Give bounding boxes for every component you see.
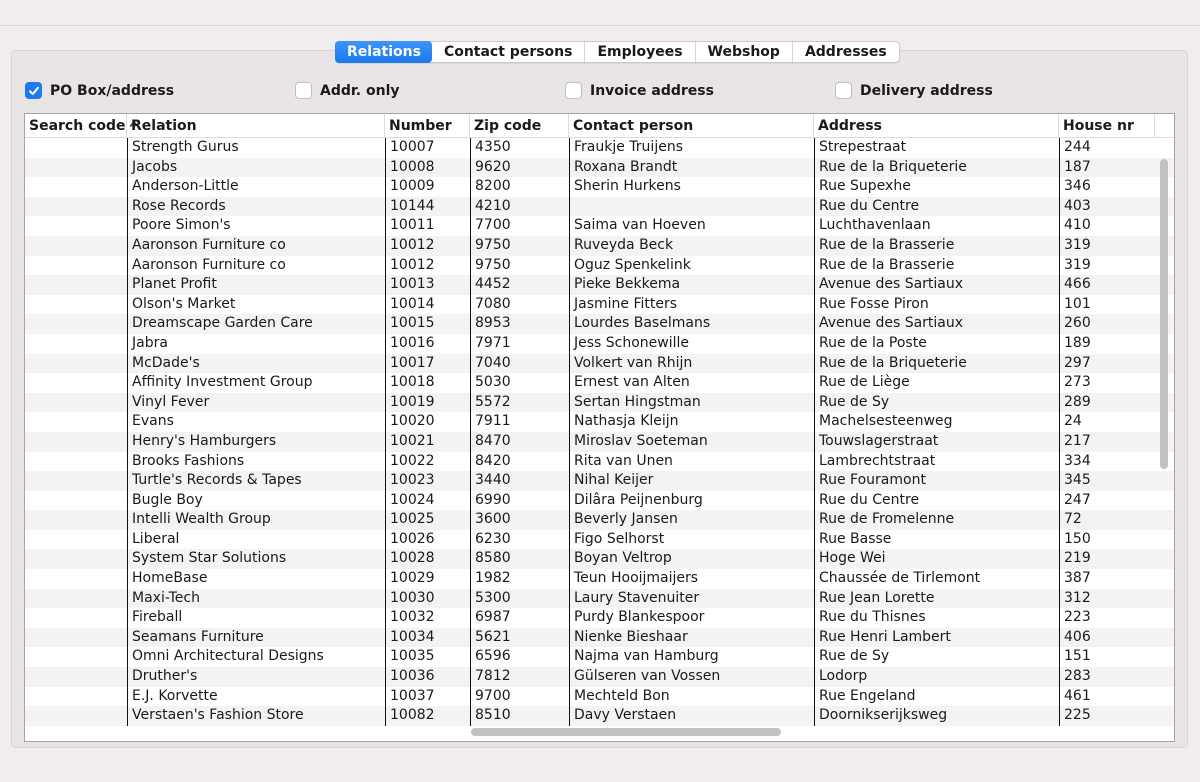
number-cell: 10008: [385, 158, 470, 178]
house-nr-cell: 297: [1059, 354, 1155, 374]
address-cell: Avenue des Sartiaux: [814, 275, 1059, 295]
contact-person-cell: Fraukje Truijens: [569, 138, 814, 158]
search-code-cell: [25, 471, 127, 491]
address-cell: Rue Basse: [814, 530, 1059, 550]
zip-code-cell: 9620: [470, 158, 569, 178]
number-cell: 10030: [385, 589, 470, 609]
address-cell: Doornikserijksweg: [814, 706, 1059, 726]
search-code-cell: [25, 687, 127, 707]
relation-cell: Rose Records: [127, 197, 385, 217]
delivery-address-label: Delivery address: [860, 82, 993, 99]
house-nr-cell: 273: [1059, 373, 1155, 393]
table-row[interactable]: [25, 256, 1174, 276]
zip-code-cell: 7040: [470, 354, 569, 374]
table-row[interactable]: [25, 471, 1174, 491]
zip-code-cell: 8510: [470, 706, 569, 726]
contact-person-cell: Boyan Veltrop: [569, 549, 814, 569]
address-cell: Rue de la Briqueterie: [814, 354, 1059, 374]
table-row[interactable]: [25, 628, 1174, 648]
table-row[interactable]: [25, 706, 1174, 726]
search-code-cell: [25, 158, 127, 178]
house-nr-cell: 24: [1059, 412, 1155, 432]
contact-person-cell: Pieke Bekkema: [569, 275, 814, 295]
search-code-cell: [25, 138, 127, 158]
contact-person-cell: Figo Selhorst: [569, 530, 814, 550]
number-cell: 10025: [385, 510, 470, 530]
house-nr-cell: 283: [1059, 667, 1155, 687]
search-code-cell: [25, 295, 127, 315]
table-row[interactable]: [25, 491, 1174, 511]
zip-code-cell: 7080: [470, 295, 569, 315]
search-code-cell: [25, 236, 127, 256]
house-nr-cell: 150: [1059, 530, 1155, 550]
contact-person-cell: Nihal Keijer: [569, 471, 814, 491]
table-row[interactable]: [25, 432, 1174, 452]
house-nr-cell: 319: [1059, 256, 1155, 276]
contact-person-cell: Roxana Brandt: [569, 158, 814, 178]
column-header-number[interactable]: Number: [385, 114, 470, 138]
house-nr-cell: 403: [1059, 197, 1155, 217]
relation-cell: Druther's: [127, 667, 385, 687]
address-cell: Lodorp: [814, 667, 1059, 687]
toolbar-divider: [0, 25, 1200, 26]
table-row[interactable]: [25, 177, 1174, 197]
horizontal-scrollbar[interactable]: [471, 728, 781, 736]
zip-code-cell: 9750: [470, 256, 569, 276]
address-cell: Rue Supexhe: [814, 177, 1059, 197]
address-cell: Avenue des Sartiaux: [814, 314, 1059, 334]
house-nr-cell: 225: [1059, 706, 1155, 726]
address-cell: Rue de Sy: [814, 647, 1059, 667]
search-code-cell: [25, 334, 127, 354]
checkbox-checked-icon[interactable]: [25, 82, 42, 99]
house-nr-cell: 346: [1059, 177, 1155, 197]
relation-cell: Aaronson Furniture co: [127, 256, 385, 276]
zip-code-cell: 8420: [470, 452, 569, 472]
house-nr-cell: 410: [1059, 216, 1155, 236]
zip-code-cell: 7911: [470, 412, 569, 432]
number-cell: 10014: [385, 295, 470, 315]
house-nr-cell: 260: [1059, 314, 1155, 334]
search-code-cell: [25, 197, 127, 217]
house-nr-cell: 72: [1059, 510, 1155, 530]
search-code-cell: [25, 530, 127, 550]
address-cell: Rue de la Brasserie: [814, 256, 1059, 276]
number-cell: 10013: [385, 275, 470, 295]
address-cell: Machelsesteenweg: [814, 412, 1059, 432]
relation-cell: Aaronson Furniture co: [127, 236, 385, 256]
number-cell: 10018: [385, 373, 470, 393]
house-nr-cell: 217: [1059, 432, 1155, 452]
house-nr-cell: 319: [1059, 236, 1155, 256]
addr-only-checkbox[interactable]: [295, 82, 400, 99]
search-code-cell: [25, 452, 127, 472]
relation-cell: Maxi-Tech: [127, 589, 385, 609]
house-nr-cell: 466: [1059, 275, 1155, 295]
address-cell: Rue Fosse Piron: [814, 295, 1059, 315]
table-row[interactable]: [25, 295, 1174, 315]
address-cell: Rue de Liège: [814, 373, 1059, 393]
table-row[interactable]: [25, 530, 1174, 550]
zip-code-cell: 6230: [470, 530, 569, 550]
relation-cell: Fireball: [127, 608, 385, 628]
relation-cell: Intelli Wealth Group: [127, 510, 385, 530]
relation-cell: Dreamscape Garden Care: [127, 314, 385, 334]
address-cell: Rue de Sy: [814, 393, 1059, 413]
table-row[interactable]: [25, 138, 1174, 158]
search-code-cell: [25, 354, 127, 374]
table-row[interactable]: [25, 334, 1174, 354]
address-cell: Rue du Centre: [814, 491, 1059, 511]
contact-person-cell: Rita van Unen: [569, 452, 814, 472]
zip-code-cell: 8200: [470, 177, 569, 197]
table-row[interactable]: [25, 667, 1174, 687]
number-cell: 10020: [385, 412, 470, 432]
zip-code-cell: 4210: [470, 197, 569, 217]
contact-person-cell: [569, 197, 814, 217]
relation-cell: Anderson-Little: [127, 177, 385, 197]
search-code-cell: [25, 177, 127, 197]
tab-bar: [335, 41, 900, 63]
contact-person-cell: Volkert van Rhijn: [569, 354, 814, 374]
zip-code-cell: 3600: [470, 510, 569, 530]
number-cell: 10007: [385, 138, 470, 158]
number-cell: 10023: [385, 471, 470, 491]
house-nr-cell: 387: [1059, 569, 1155, 589]
number-cell: 10009: [385, 177, 470, 197]
table-header: [25, 114, 1174, 138]
search-code-cell: [25, 491, 127, 511]
address-cell: Rue Fouramont: [814, 471, 1059, 491]
contact-person-cell: Dilâra Peijnenburg: [569, 491, 814, 511]
zip-code-cell: 3440: [470, 471, 569, 491]
address-cell: Rue de Fromelenne: [814, 510, 1059, 530]
relation-cell: Jacobs: [127, 158, 385, 178]
address-cell: Luchthavenlaan: [814, 216, 1059, 236]
contact-person-cell: Purdy Blankespoor: [569, 608, 814, 628]
house-nr-cell: 406: [1059, 628, 1155, 648]
number-cell: 10026: [385, 530, 470, 550]
contact-person-cell: Jess Schonewille: [569, 334, 814, 354]
search-code-cell: [25, 647, 127, 667]
tab-addresses[interactable]: Addresses: [804, 44, 887, 60]
table-row[interactable]: [25, 236, 1174, 256]
relation-cell: Affinity Investment Group: [127, 373, 385, 393]
column-header-relation[interactable]: Relation: [127, 114, 385, 138]
number-cell: 10082: [385, 706, 470, 726]
po-box-address-checkbox[interactable]: [25, 82, 174, 99]
search-code-cell: [25, 706, 127, 726]
column-header-house-nr[interactable]: House nr: [1059, 114, 1155, 138]
zip-code-cell: 7812: [470, 667, 569, 687]
contact-person-cell: Beverly Jansen: [569, 510, 814, 530]
house-nr-cell: 461: [1059, 687, 1155, 707]
contact-person-cell: Sherin Hurkens: [569, 177, 814, 197]
contact-person-cell: Nienke Bieshaar: [569, 628, 814, 648]
number-cell: 10011: [385, 216, 470, 236]
number-cell: 10144: [385, 197, 470, 217]
house-nr-cell: 345: [1059, 471, 1155, 491]
table-row[interactable]: [25, 569, 1174, 589]
table-row[interactable]: [25, 216, 1174, 236]
checkbox-unchecked-icon[interactable]: [295, 82, 312, 99]
contact-person-cell: Nathasja Kleijn: [569, 412, 814, 432]
address-cell: Rue de la Briqueterie: [814, 158, 1059, 178]
relation-cell: Liberal: [127, 530, 385, 550]
vertical-scrollbar[interactable]: [1160, 159, 1168, 469]
relation-cell: Poore Simon's: [127, 216, 385, 236]
tab-employees[interactable]: Employees: [585, 42, 695, 62]
table-row[interactable]: [25, 510, 1174, 530]
po-box-address-label: PO Box/address: [50, 82, 175, 99]
number-cell: 10015: [385, 314, 470, 334]
zip-code-cell: 6987: [470, 608, 569, 628]
table-row[interactable]: [25, 314, 1174, 334]
checkbox-unchecked-icon[interactable]: [565, 82, 582, 99]
column-header-search-code[interactable]: [25, 114, 127, 138]
zip-code-cell: 5030: [470, 373, 569, 393]
tab-contact-persons[interactable]: Contact persons: [432, 42, 586, 62]
table-row[interactable]: [25, 412, 1174, 432]
number-cell: 10028: [385, 549, 470, 569]
relation-cell: Vinyl Fever: [127, 393, 385, 413]
relation-cell: Brooks Fashions: [127, 452, 385, 472]
contact-person-cell: Miroslav Soeteman: [569, 432, 814, 452]
relation-cell: System Star Solutions: [127, 549, 385, 569]
table-body: [25, 138, 1174, 726]
number-cell: 10035: [385, 647, 470, 667]
relation-cell: HomeBase: [127, 569, 385, 589]
address-cell: Touwslagerstraat: [814, 432, 1059, 452]
contact-person-cell: Gülseren van Vossen: [569, 667, 814, 687]
house-nr-cell: 219: [1059, 549, 1155, 569]
search-code-cell: [25, 608, 127, 628]
contact-person-cell: Laury Stavenuiter: [569, 589, 814, 609]
number-cell: 10022: [385, 452, 470, 472]
checkbox-unchecked-icon[interactable]: [835, 82, 852, 99]
search-code-cell: [25, 256, 127, 276]
search-code-cell: [25, 549, 127, 569]
contact-person-cell: Mechteld Bon: [569, 687, 814, 707]
search-code-cell: [25, 432, 127, 452]
search-code-cell: [25, 275, 127, 295]
zip-code-cell: 8470: [470, 432, 569, 452]
address-cell: Rue de la Brasserie: [814, 236, 1059, 256]
address-cell: Rue de la Poste: [814, 334, 1059, 354]
relation-cell: Bugle Boy: [127, 491, 385, 511]
table-row[interactable]: [25, 393, 1174, 413]
zip-code-cell: 9750: [470, 236, 569, 256]
contact-person-cell: Teun Hooijmaijers: [569, 569, 814, 589]
table-row[interactable]: [25, 589, 1174, 609]
table-row[interactable]: [25, 647, 1174, 667]
contact-person-cell: Oguz Spenkelink: [569, 256, 814, 276]
house-nr-cell: 151: [1059, 647, 1155, 667]
column-header-zip-code[interactable]: Zip code: [470, 114, 569, 138]
invoice-address-checkbox[interactable]: [565, 82, 714, 99]
contact-person-cell: Lourdes Baselmans: [569, 314, 814, 334]
relation-cell: McDade's: [127, 354, 385, 374]
search-code-cell: [25, 216, 127, 236]
relation-cell: E.J. Korvette: [127, 687, 385, 707]
house-nr-cell: 247: [1059, 491, 1155, 511]
column-header-address[interactable]: Address: [814, 114, 1059, 138]
address-cell: Lambrechtstraat: [814, 452, 1059, 472]
zip-code-cell: 7700: [470, 216, 569, 236]
relation-cell: Strength Gurus: [127, 138, 385, 158]
address-cell: Rue du Centre: [814, 197, 1059, 217]
number-cell: 10017: [385, 354, 470, 374]
search-code-cell: [25, 667, 127, 687]
house-nr-cell: 187: [1059, 158, 1155, 178]
number-cell: 10024: [385, 491, 470, 511]
address-cell: Rue Engeland: [814, 687, 1059, 707]
relation-cell: Planet Profit: [127, 275, 385, 295]
relation-cell: Turtle's Records & Tapes: [127, 471, 385, 491]
zip-code-cell: 9700: [470, 687, 569, 707]
zip-code-cell: 8953: [470, 314, 569, 334]
address-cell: Rue Jean Lorette: [814, 589, 1059, 609]
table-row[interactable]: [25, 158, 1174, 178]
tab-webshop[interactable]: Webshop: [696, 42, 793, 62]
house-nr-cell: 244: [1059, 138, 1155, 158]
number-cell: 10034: [385, 628, 470, 648]
house-nr-cell: 101: [1059, 295, 1155, 315]
address-cell: Rue Henri Lambert: [814, 628, 1059, 648]
table-row[interactable]: [25, 452, 1174, 472]
zip-code-cell: 6990: [470, 491, 569, 511]
invoice-address-label: Invoice address: [590, 82, 714, 99]
house-nr-cell: 334: [1059, 452, 1155, 472]
table-row[interactable]: [25, 549, 1174, 569]
table-row[interactable]: [25, 687, 1174, 707]
contact-person-cell: Ruveyda Beck: [569, 236, 814, 256]
number-cell: 10019: [385, 393, 470, 413]
address-cell: Hoge Wei: [814, 549, 1059, 569]
relation-cell: Henry's Hamburgers: [127, 432, 385, 452]
address-cell: Rue du Thisnes: [814, 608, 1059, 628]
zip-code-cell: 4452: [470, 275, 569, 295]
house-nr-cell: 189: [1059, 334, 1155, 354]
search-code-cell: [25, 314, 127, 334]
table-row[interactable]: [25, 608, 1174, 628]
zip-code-cell: 5621: [470, 628, 569, 648]
contact-person-cell: Saima van Hoeven: [569, 216, 814, 236]
delivery-address-checkbox[interactable]: [835, 82, 993, 99]
search-code-cell: [25, 373, 127, 393]
relations-table: [24, 113, 1175, 742]
column-header-contact-person[interactable]: Contact person: [569, 114, 814, 138]
number-cell: 10016: [385, 334, 470, 354]
contact-person-cell: Ernest van Alten: [569, 373, 814, 393]
contact-person-cell: Sertan Hingstman: [569, 393, 814, 413]
number-cell: 10012: [385, 236, 470, 256]
contact-person-cell: Davy Verstaen: [569, 706, 814, 726]
zip-code-cell: 8580: [470, 549, 569, 569]
relation-cell: Jabra: [127, 334, 385, 354]
zip-code-cell: 5572: [470, 393, 569, 413]
relation-cell: Verstaen's Fashion Store: [127, 706, 385, 726]
table-row[interactable]: [25, 373, 1174, 393]
number-cell: 10032: [385, 608, 470, 628]
number-cell: 10037: [385, 687, 470, 707]
tab-relations[interactable]: Relations: [335, 41, 432, 63]
house-nr-cell: 223: [1059, 608, 1155, 628]
search-code-cell: [25, 589, 127, 609]
address-cell: Chaussée de Tirlemont: [814, 569, 1059, 589]
table-row[interactable]: [25, 275, 1174, 295]
table-row[interactable]: [25, 197, 1174, 217]
column-header-label: Search code: [29, 118, 126, 134]
house-nr-cell: 289: [1059, 393, 1155, 413]
zip-code-cell: 5300: [470, 589, 569, 609]
table-row[interactable]: [25, 354, 1174, 374]
search-code-cell: [25, 569, 127, 589]
zip-code-cell: 6596: [470, 647, 569, 667]
contact-person-cell: Najma van Hamburg: [569, 647, 814, 667]
address-cell: Strepestraat: [814, 138, 1059, 158]
contact-person-cell: Jasmine Fitters: [569, 295, 814, 315]
zip-code-cell: 4350: [470, 138, 569, 158]
search-code-cell: [25, 393, 127, 413]
relation-cell: Seamans Furniture: [127, 628, 385, 648]
filter-bar: [0, 82, 1200, 104]
number-cell: 10029: [385, 569, 470, 589]
number-cell: 10021: [385, 432, 470, 452]
addr-only-label: Addr. only: [320, 82, 400, 99]
search-code-cell: [25, 628, 127, 648]
relation-cell: Olson's Market: [127, 295, 385, 315]
house-nr-cell: 312: [1059, 589, 1155, 609]
search-code-cell: [25, 412, 127, 432]
search-code-cell: [25, 510, 127, 530]
relation-cell: Omni Architectural Designs: [127, 647, 385, 667]
zip-code-cell: 7971: [470, 334, 569, 354]
number-cell: 10012: [385, 256, 470, 276]
zip-code-cell: 1982: [470, 569, 569, 589]
relation-cell: Evans: [127, 412, 385, 432]
number-cell: 10036: [385, 667, 470, 687]
